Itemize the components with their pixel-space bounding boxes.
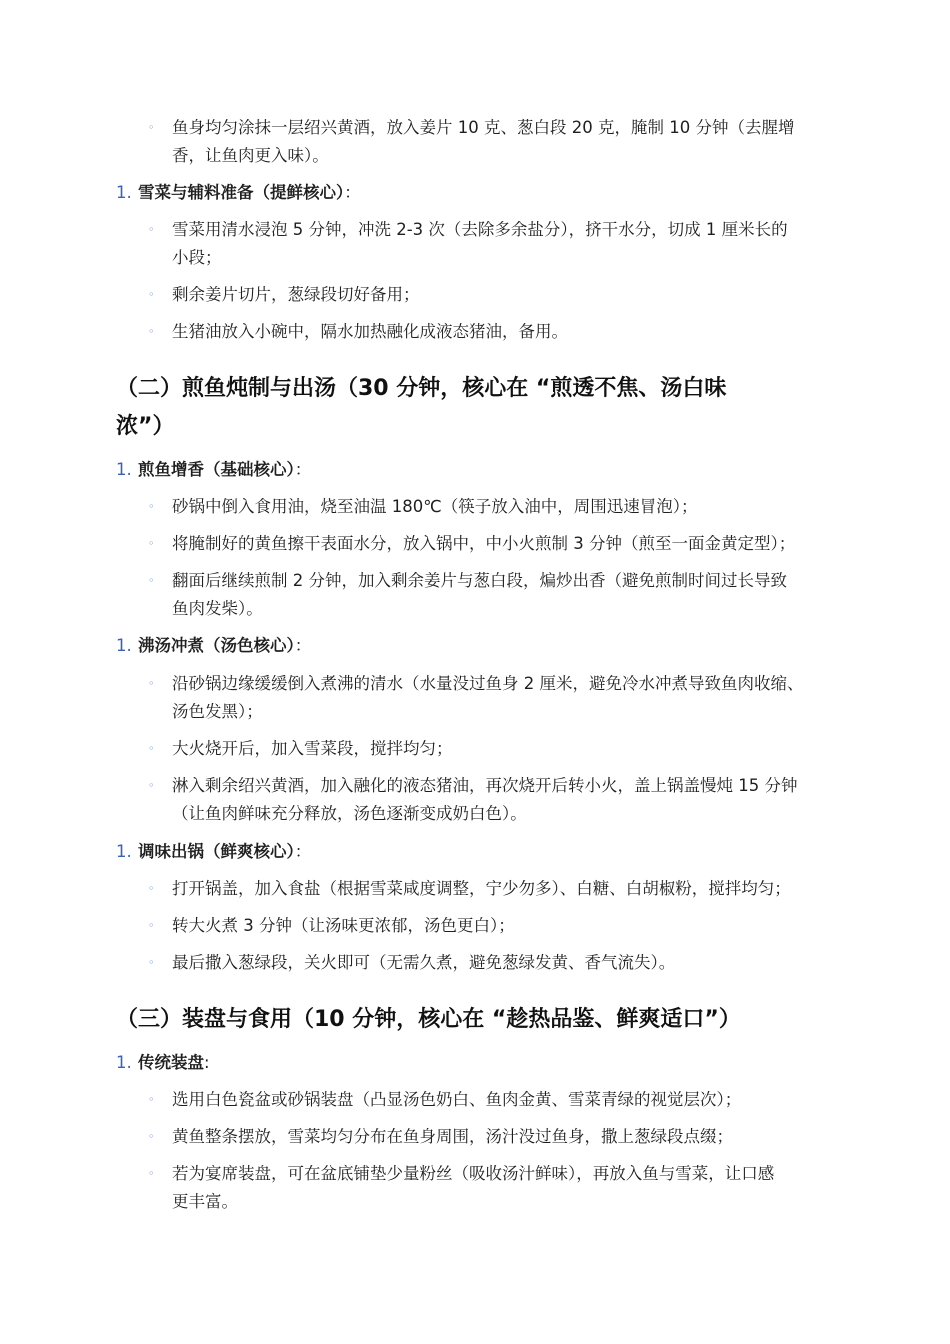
step-title: 传统装盘	[138, 1053, 204, 1072]
step-number: 1.	[116, 1053, 132, 1072]
bullet-marker: ◦	[148, 288, 155, 301]
section-heading: （二）煎鱼炖制与出汤（30 分钟，核心在 “煎透不焦、汤白味	[116, 376, 727, 401]
list-item-text: 将腌制好的黄鱼擦干表面水分，放入锅中，中小火煎制 3 分钟（煎至一面金黄定型）；	[172, 534, 796, 553]
bullet-marker: ◦	[148, 574, 155, 587]
step-number: 1.	[116, 460, 132, 479]
step-colon: ：	[294, 636, 312, 655]
list-item-text: 香，让鱼肉更入味）。	[172, 146, 329, 165]
list-item-text: 大火烧开后，加入雪菜段，搅拌均匀；	[172, 739, 453, 758]
list-item-text: 砂锅中倒入食用油，烧至油温 180℃（筷子放入油中，周围迅速冒泡）；	[172, 497, 698, 516]
section-heading-continuation: 浓”）	[116, 414, 175, 439]
step-colon: ：	[294, 460, 312, 479]
bullet-marker: ◦	[148, 1093, 155, 1106]
bullet-marker: ◦	[148, 223, 155, 236]
list-item-text: 更丰富。	[172, 1192, 238, 1211]
step-title: 调味出锅（鲜爽核心）	[138, 842, 295, 861]
bullet-marker: ◦	[148, 882, 155, 895]
section-heading: （三）装盘与食用（10 分钟，核心在 “趁热品鉴、鲜爽适口”）	[116, 1007, 741, 1032]
list-item-text: 小段；	[172, 248, 222, 267]
list-item-text: 最后撒入葱绿段，关火即可（无需久煮，避免葱绿发黄、香气流失）。	[172, 953, 676, 972]
bullet-marker: ◦	[148, 121, 155, 134]
bullet-marker: ◦	[148, 500, 155, 513]
list-item-text: 黄鱼整条摆放，雪菜均匀分布在鱼身周围，汤汁没过鱼身，撒上葱绿段点缀；	[172, 1127, 733, 1146]
bullet-marker: ◦	[148, 779, 155, 792]
list-item-text: 鱼肉发柴）。	[172, 599, 263, 618]
bullet-marker: ◦	[148, 677, 155, 690]
step-number: 1.	[116, 636, 132, 655]
list-item-text: （让鱼肉鲜味充分释放，汤色逐渐变成奶白色）。	[172, 804, 527, 823]
bullet-marker: ◦	[148, 956, 155, 969]
list-item-text: 沿砂锅边缘缓缓倒入煮沸的清水（水量没过鱼身 2 厘米，避免冷水冲煮导致鱼肉收缩、	[172, 674, 804, 693]
bullet-marker: ◦	[148, 1167, 155, 1180]
list-item-text: 转大火煮 3 分钟（让汤味更浓郁，汤色更白）；	[172, 916, 515, 935]
step-colon: ：	[344, 183, 361, 202]
step-title: 雪菜与辅料准备（提鲜核心）	[138, 183, 345, 202]
step-number: 1.	[116, 183, 132, 202]
list-item-text: 淋入剩余绍兴黄酒，加入融化的液态猪油，再次烧开后转小火，盖上锅盖慢炖 15 分钟	[172, 776, 798, 795]
step-title: 煎鱼增香（基础核心）	[138, 460, 295, 479]
list-item-text: 汤色发黑）；	[172, 702, 263, 721]
step-colon: ：	[294, 842, 312, 861]
list-item-text: 鱼身均匀涂抹一层绍兴黄酒，放入姜片 10 克、葱白段 20 克，腌制 10 分钟（去腥增	[172, 118, 795, 137]
step-colon: :	[204, 1053, 210, 1072]
list-item-text: 选用白色瓷盆或砂锅装盘（凸显汤色奶白、鱼肉金黄、雪菜青绿的视觉层次）；	[172, 1090, 742, 1109]
list-item-text: 翻面后继续煎制 2 分钟，加入剩余姜片与葱白段，煸炒出香（避免煎制时间过长导致	[172, 571, 787, 590]
bullet-marker: ◦	[148, 742, 155, 755]
list-item-text: 雪菜用清水浸泡 5 分钟，冲洗 2-3 次（去除多余盐分），挤干水分，切成 1 厘米长的	[172, 220, 788, 239]
list-item-text: 打开锅盖，加入食盐（根据雪菜咸度调整，宁少勿多）、白糖、白胡椒粉，搅拌均匀；	[172, 879, 791, 898]
list-item-text: 若为宴席装盘，可在盆底铺垫少量粉丝（吸收汤汁鲜味），再放入鱼与雪菜，让口感	[172, 1164, 775, 1183]
bullet-marker: ◦	[148, 537, 155, 550]
bullet-marker: ◦	[148, 1130, 155, 1143]
list-item-text: 生猪油放入小碗中，隔水加热融化成液态猪油，备用。	[172, 322, 568, 341]
step-title: 沸汤冲煮（汤色核心）	[138, 636, 295, 655]
bullet-marker: ◦	[148, 919, 155, 932]
list-item-text: 剩余姜片切片，葱绿段切好备用；	[172, 285, 420, 304]
step-number: 1.	[116, 842, 132, 861]
bullet-marker: ◦	[148, 325, 155, 338]
